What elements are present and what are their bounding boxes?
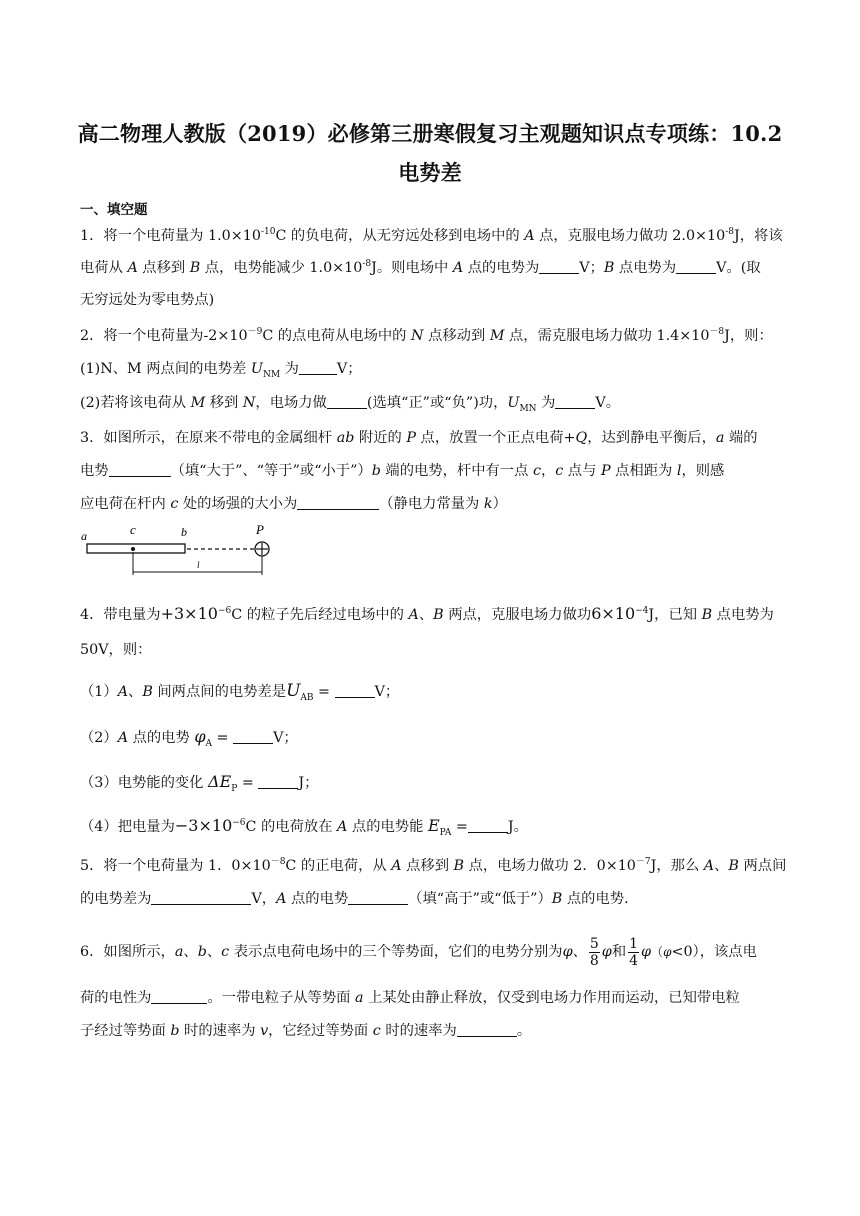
fraction-five-eighths: $\frac{5}{8}$ — [589, 935, 599, 969]
page-title: 高二物理人教版（2019）必修第三册寒假复习主观题知识点专项练：10.2 — [77, 121, 783, 146]
question-3-line-1: 3．如图所示，在原来不带电的金属细杆 ab 附近的 P 点，放置一个正点电荷+Q，达到静电平衡后，a 端的 — [80, 430, 758, 446]
fig-label-c: c — [130, 522, 136, 537]
fraction-one-quarter: $\frac{1}{4}$ — [629, 935, 639, 969]
question-3-line-2: 电势 （填“大于”、“等于”或“小于”）b 端的电势，杆中有一点 c，c 点与 P 点相距为 l，则感 — [80, 463, 725, 479]
answer-blank[interactable] — [555, 394, 595, 409]
question-3-line-3: 应电荷在杆内 c 处的场强的大小为 （静电力常量为 k） — [80, 496, 507, 512]
question-1-line-2: 电荷从 A 点移到 B 点，电势能减少 $1.0\times 10^{-8}J$。则电场中 A 点的电势为 V；B 点电势为 V。(取 — [80, 259, 761, 276]
question-4-line-1: 4．带电量为$+3\times 10^{-6}C$ 的粒子先后经过电场中的 A、B 两点，克服电场力做功$6\times 10^{-4}J$，已知 B 点电势为 — [80, 604, 774, 623]
question-2-line-3: (2)若将该电荷从 M 移到 N，电场力做 (选填“正”或“负”)功，$U_{MN}$ 为 V。 — [80, 395, 621, 414]
fig-label-p: P — [256, 522, 264, 537]
point-c — [131, 547, 135, 551]
question-6-line-3: 子经过等势面 b 时的速率为 v，它经过等势面 c 时的速率为 。 — [80, 1023, 532, 1039]
answer-blank[interactable] — [151, 989, 207, 1004]
answer-blank[interactable] — [335, 683, 375, 698]
question-4-part-3: （3）电势能的变化 $\Delta E_P = J$； — [80, 772, 319, 794]
question-2-line-1: 2．将一个电荷量为$-2\times 10^{-9}C$ 的点电荷从电场中的 N 点移动到 M 点，需克服电场力做功 $1.4\times 10^{-8}J$，则： — [80, 327, 773, 344]
answer-blank[interactable] — [676, 259, 716, 274]
question-2-line-2: (1)N、M 两点间的电势差 $U_{NM}$ 为 V； — [80, 361, 362, 380]
question-5-line-2: 的电势差为 V，A 点的电势 （填“高于”或“低于”）B 点的电势. — [80, 891, 629, 907]
answer-blank[interactable] — [109, 462, 171, 477]
page-title-line2: 电势差 — [398, 160, 462, 185]
answer-blank[interactable] — [258, 774, 298, 789]
answer-blank[interactable] — [539, 259, 579, 274]
fig-label-a: a — [81, 529, 87, 543]
section-heading: 一、填空题 — [80, 202, 148, 218]
fig-label-l: l — [197, 560, 200, 570]
answer-blank[interactable] — [233, 729, 273, 744]
question-4-part-2: （2）A 点的电势 $\varphi_A = V$； — [80, 727, 298, 749]
answer-blank[interactable] — [327, 394, 367, 409]
answer-blank[interactable] — [299, 360, 337, 375]
answer-blank[interactable] — [457, 1022, 517, 1037]
answer-blank[interactable] — [348, 890, 408, 905]
question-4-line-2: 50V，则： — [80, 642, 152, 658]
question-6-line-1: 6．如图所示，a、b、c 表示点电荷电场中的三个等势面，它们的电势分别为φ、 $\frac{5}{8}$ φ和 $\frac{1}{4}$ φ（φ<0），该点电 — [80, 935, 757, 969]
answer-blank[interactable] — [468, 818, 508, 833]
question-1-line-1: 1．将一个电荷量为 $1.0\times 10^{-10}C$ 的负电荷，从无穷远处移到电场中的 A 点，克服电场力做功 $2.0\times 10^{-8}J$，将该 — [80, 227, 783, 244]
question-6-line-2: 荷的电性为 。一带电粒子从等势面 a 上某处由静止释放，仅受到电场力作用而运动，已知带电粒 — [80, 990, 740, 1006]
question-4-part-4: （4）把电量为$-3\times 10^{-6}C$ 的电荷放在 A 点的电势能 $E_{PA} = J$。 — [80, 816, 528, 838]
answer-blank[interactable] — [297, 495, 379, 510]
question-1-line-3: 无穷远处为零电势点) — [80, 292, 215, 308]
metal-rod — [87, 544, 185, 553]
fig-label-b: b — [181, 525, 187, 539]
rod-charge-figure — [80, 522, 280, 578]
question-4-part-1: （1）A、B 间两点间的电势差是$U_{AB} = V$； — [80, 681, 400, 703]
question-5-line-1: 5．将一个电荷量为 1．$0\times 10^{-8}C$ 的正电荷，从 A 点移到 B 点，电场力做功 2．$0\times 10^{-7}J$，那么 A、B 两点间 — [80, 857, 787, 874]
answer-blank[interactable] — [151, 890, 251, 905]
